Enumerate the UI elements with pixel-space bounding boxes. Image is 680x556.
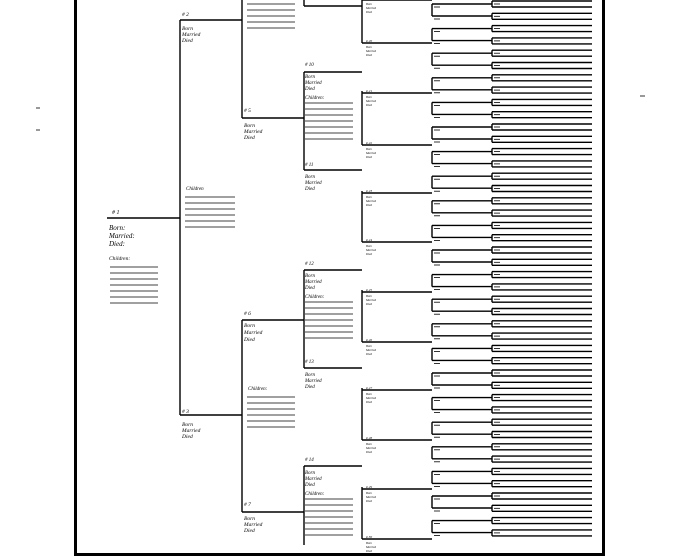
gen5-died-label: Died xyxy=(366,352,372,356)
gen5-married-label: Married xyxy=(366,49,376,53)
person-5-died-label: Died xyxy=(244,135,255,141)
gen5-person-number: # 23 xyxy=(366,189,373,193)
person-6-born-label: Born xyxy=(244,323,255,329)
person-1-died-label: Died: xyxy=(109,240,125,248)
gen5-born-label: Born xyxy=(366,491,372,495)
person-2-died-label: Died xyxy=(182,38,193,44)
person-12-children-label: Children: xyxy=(305,295,325,300)
person-7-married-label: Married xyxy=(244,522,263,528)
person-7-died-label: Died xyxy=(244,528,255,534)
person-1-married-label: Married: xyxy=(109,232,135,240)
gen5-married-label: Married xyxy=(366,495,376,499)
gen5-married-label: Married xyxy=(366,248,376,252)
gen5-person-number: # 24 xyxy=(366,238,373,242)
gen5-died-label: Died xyxy=(366,203,372,207)
gen5-born-label: Born xyxy=(366,294,372,298)
gen5-married-label: Married xyxy=(366,6,376,10)
person-11-number: # 11 xyxy=(305,163,314,168)
gen5-married-label: Married xyxy=(366,348,376,352)
person-2-married-label: Married xyxy=(182,32,201,38)
person-13-number: # 13 xyxy=(305,360,314,365)
gen5-person-number: # 22 xyxy=(366,141,373,145)
person-5-married-label: Married xyxy=(244,129,263,135)
person-7-number: # 7 xyxy=(244,502,251,508)
person-3-born-label: Born xyxy=(182,422,193,428)
gen5-died-label: Died xyxy=(366,103,372,107)
gen5-person-number: # 29 xyxy=(366,485,373,489)
person-14-children-label: Children: xyxy=(305,492,325,497)
person-10-number: # 10 xyxy=(305,63,314,68)
gen5-died-label: Died xyxy=(366,499,372,503)
person-12-married-label: Married xyxy=(305,280,322,285)
person-14-number: # 14 xyxy=(305,458,314,463)
gen5-born-label: Born xyxy=(366,147,372,151)
person-6-number: # 6 xyxy=(244,311,251,317)
person-7-born-label: Born xyxy=(244,516,255,522)
person-10-children-label: Children: xyxy=(305,96,325,101)
gen5-died-label: Died xyxy=(366,252,372,256)
gen5-died-label: Died xyxy=(366,53,372,57)
person-11-married-label: Married xyxy=(305,181,322,186)
gen5-died-label: Died xyxy=(366,10,372,14)
gen5-married-label: Married xyxy=(366,151,376,155)
person-14-died-label: Died xyxy=(305,483,315,488)
person-14-born-label: Born xyxy=(305,471,315,476)
gen5-born-label: Born xyxy=(366,95,372,99)
gen5-married-label: Married xyxy=(366,446,376,450)
gen5-died-label: Died xyxy=(366,155,372,159)
person-5-number: # 5 xyxy=(244,108,251,114)
person-13-married-label: Married xyxy=(305,379,322,384)
gen5-died-label: Died xyxy=(366,549,372,553)
gen5-person-number: # 26 xyxy=(366,338,373,342)
person-10-married-label: Married xyxy=(305,81,322,86)
gen5-born-label: Born xyxy=(366,392,372,396)
person-3-married-label: Married xyxy=(182,428,201,434)
gen5-born-label: Born xyxy=(366,195,372,199)
gen5-person-number: # 28 xyxy=(366,436,373,440)
gen5-person-number: # 21 xyxy=(366,89,373,93)
person-1-number: # 1 xyxy=(112,210,120,216)
gen5-born-label: Born xyxy=(366,244,372,248)
person-10-died-label: Died xyxy=(305,87,315,92)
person-12-number: # 12 xyxy=(305,262,314,267)
person-13-died-label: Died xyxy=(305,385,315,390)
person-11-died-label: Died xyxy=(305,187,315,192)
gen5-born-label: Born xyxy=(366,442,372,446)
person-3-died-label: Died xyxy=(182,434,193,440)
person-6-married-label: Married xyxy=(244,330,263,336)
person-2-born-label: Born xyxy=(182,26,193,32)
person-6-died-label: Died xyxy=(244,337,255,343)
person-12-born-label: Born xyxy=(305,274,315,279)
gen5-married-label: Married xyxy=(366,396,376,400)
person-2-children-label: Children xyxy=(186,187,204,192)
gen5-born-label: Born xyxy=(366,344,372,348)
gen5-person-number: # 20 xyxy=(366,39,373,43)
gen5-person-number: # 27 xyxy=(366,386,373,390)
person-12-died-label: Died xyxy=(305,286,315,291)
person-10-born-label: Born xyxy=(305,75,315,80)
person-2-number: # 2 xyxy=(182,12,189,18)
person-3-number: # 3 xyxy=(182,409,189,415)
gen5-married-label: Married xyxy=(366,298,376,302)
person-14-married-label: Married xyxy=(305,477,322,482)
gen5-born-label: Born xyxy=(366,45,372,49)
person-1-children-label: Children: xyxy=(109,256,131,262)
gen5-died-label: Died xyxy=(366,400,372,404)
gen5-married-label: Married xyxy=(366,199,376,203)
gen5-died-label: Died xyxy=(366,450,372,454)
gen5-person-number: # 30 xyxy=(366,535,373,539)
gen5-married-label: Married xyxy=(366,545,376,549)
person-6-children-label: Children: xyxy=(248,387,268,392)
person-1-born-label: Born: xyxy=(109,224,126,232)
gen5-born-label: Born xyxy=(366,541,372,545)
gen5-born-label: Born xyxy=(366,2,372,6)
person-11-born-label: Born xyxy=(305,175,315,180)
gen5-married-label: Married xyxy=(366,99,376,103)
gen5-person-number: # 25 xyxy=(366,288,373,292)
person-13-born-label: Born xyxy=(305,373,315,378)
person-5-born-label: Born xyxy=(244,123,255,129)
gen5-died-label: Died xyxy=(366,302,372,306)
